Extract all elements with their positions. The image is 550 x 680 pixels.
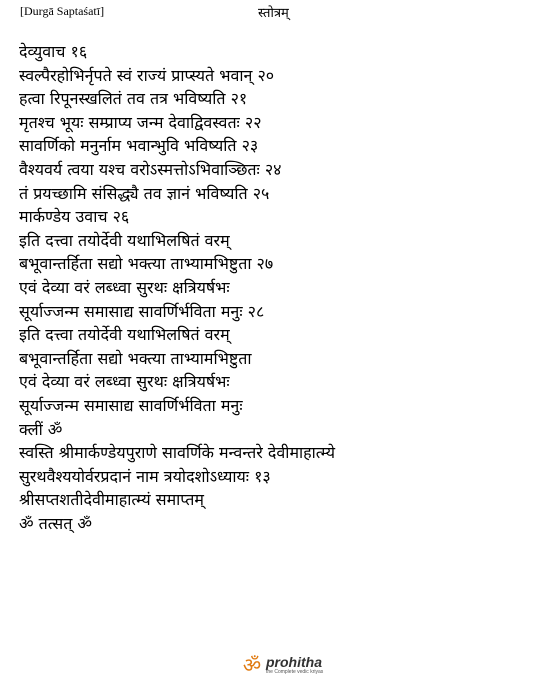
brand-name: prohitha — [266, 654, 322, 670]
verse-line: एवं देव्या वरं लब्ध्वा सुरथः क्षत्रियर्षभः — [19, 372, 230, 392]
verse-line: एवं देव्या वरं लब्ध्वा सुरथः क्षत्रियर्षभः — [19, 277, 230, 297]
section-title: स्तोत्रम् — [258, 6, 289, 21]
verse-line: सुरथवैश्ययोर्वरप्रदानं नाम त्रयोदशोऽध्यायः १३ — [19, 466, 271, 486]
verse-line: बभूवान्तर्हिता सद्यो भक्त्या ताभ्यामभिष्टुता २७ — [19, 254, 274, 274]
verse-line: इति दत्त्वा तयोर्देवी यथाभिलषितं वरम् — [19, 230, 230, 250]
verse-line: सावर्णिको मनुर्नाम भवान्भुवि भविष्यति २३ — [19, 136, 259, 156]
brand-tagline: the Complete vedic kriyas — [266, 669, 324, 675]
verse-line: श्रीसप्तशतीदेवीमाहात्म्यं समाप्तम् — [19, 490, 204, 510]
verse-line: देव्युवाच १६ — [19, 42, 88, 61]
verse-line: ॐ तत्सत् ॐ — [19, 513, 92, 533]
verse-line: स्वस्ति श्रीमार्कण्डेयपुराणे सावर्णिके मन्वन्तरे देवीमाहात्म्ये — [19, 443, 336, 463]
verse-line: वैश्यवर्य त्वया यश्च वरोऽस्मत्तोऽभिवाञ्छितः २४ — [19, 159, 282, 179]
verse-line: इति दत्त्वा तयोर्देवी यथाभिलषितं वरम् — [19, 325, 230, 345]
verse-line: सूर्याज्जन्म समासाद्य सावर्णिर्भविता मनुः २८ — [19, 301, 265, 321]
verse-line: तं प्रयच्छामि संसिद्ध्यै तव ज्ञानं भविष्यति २५ — [19, 183, 270, 203]
verse-line: मार्कण्डेय उवाच २६ — [19, 207, 130, 227]
om-icon: ॐ — [242, 653, 262, 677]
verse-text — [19, 40, 539, 535]
brand-text — [266, 655, 323, 675]
brand-logo — [240, 654, 323, 676]
verse-line: बभूवान्तर्हिता सद्यो भक्त्या ताभ्यामभिष्टुता — [19, 348, 252, 368]
verse-line: क्लीं ॐ — [19, 419, 63, 439]
verse-line: मृतश्च भूयः सम्प्राप्य जन्म देवाद्विवस्वतः २२ — [19, 112, 262, 132]
verse-line: स्वल्पैरहोभिर्नृपते स्वं राज्यं प्राप्स्यते भवान् २० — [19, 65, 275, 85]
source-title: [Durgā Saptaśatī] — [20, 4, 105, 18]
verse-line: सूर्याज्जन्म समासाद्य सावर्णिर्भविता मनुः — [19, 395, 243, 415]
verse-line: हत्वा रिपूनस्खलितं तव तत्र भविष्यति २१ — [19, 89, 248, 109]
